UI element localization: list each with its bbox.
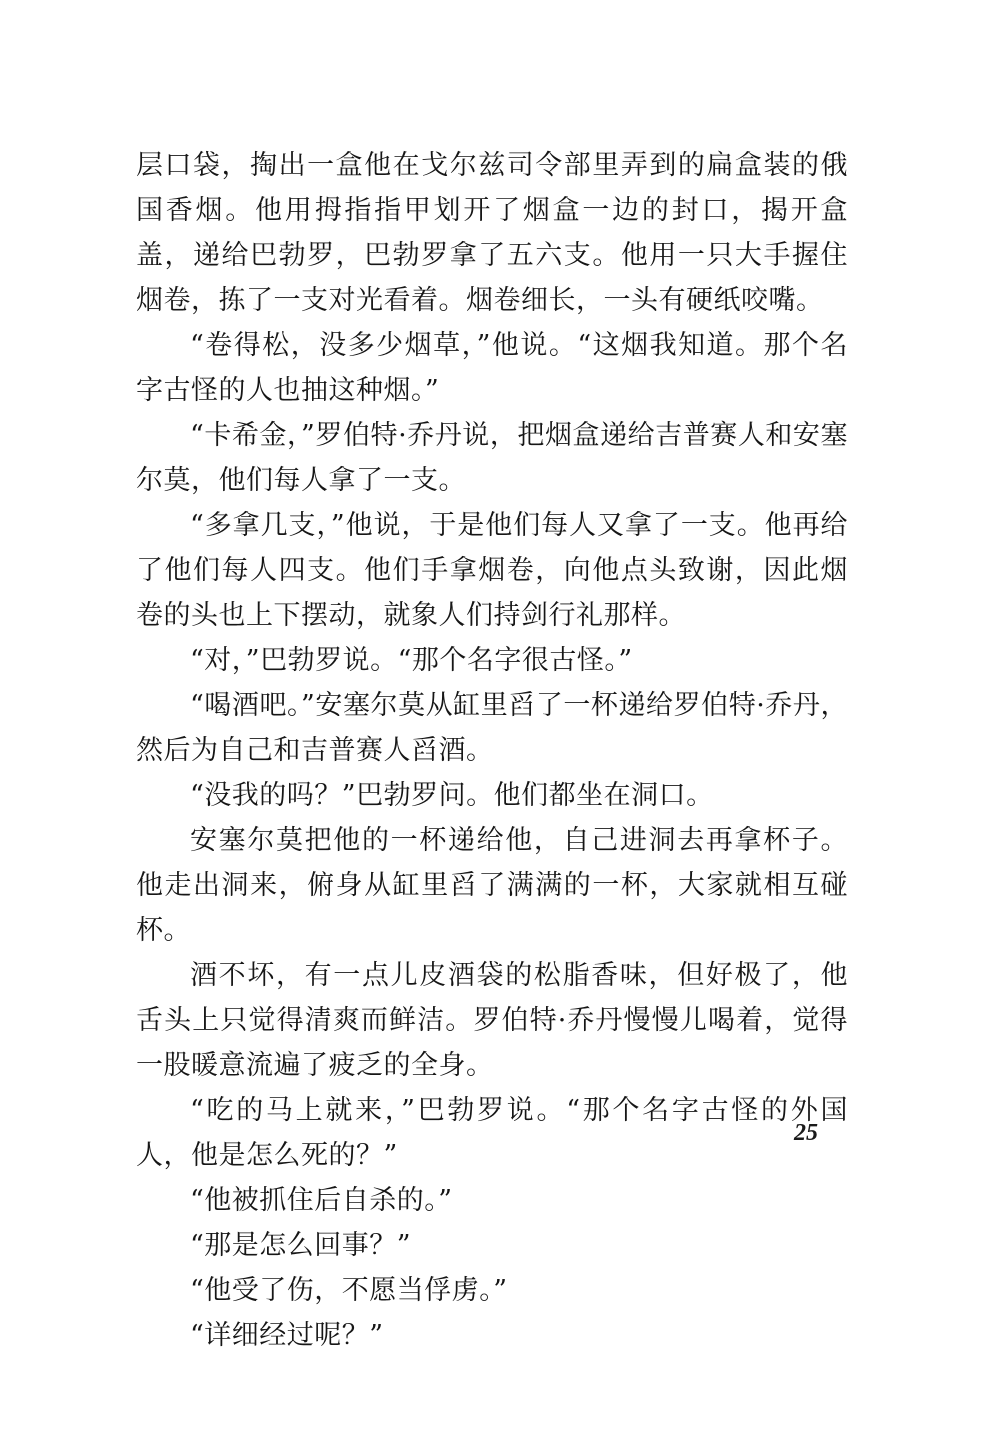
- paragraph: “多拿几支，”他说，于是他们每人又拿了一支。他再给了他们每人四支。他们手拿烟卷，向他点头致谢，因此烟卷的头也上下摆动，就象人们持剑行礼那样。: [136, 510, 848, 631]
- paragraph: “那是怎么回事？”: [190, 1230, 412, 1261]
- paragraph: “卡希金，”罗伯特·乔丹说，把烟盒递给吉普赛人和安塞尔莫，他们每人拿了一支。: [136, 420, 848, 496]
- paragraph: “详细经过呢？”: [190, 1320, 384, 1351]
- paragraph: “喝酒吧。”安塞尔莫从缸里舀了一杯递给罗伯特·乔丹，然后为自己和吉普赛人舀酒。: [136, 690, 848, 766]
- paragraph: “吃的马上就来，”巴勃罗说。“那个名字古怪的外国人，他是怎么死的？”: [136, 1095, 848, 1171]
- paragraph: 酒不坏，有一点儿皮酒袋的松脂香味，但好极了，他舌头上只觉得清爽而鲜洁。罗伯特·乔丹慢慢儿喝着，觉得一股暖意流遍了疲乏的全身。: [136, 960, 848, 1081]
- body-text: [136, 143, 848, 1358]
- paragraph: “他受了伤，不愿当俘虏。”: [190, 1275, 508, 1306]
- page-number: 25: [794, 1120, 818, 1146]
- paragraph: 层口袋，掏出一盒他在戈尔兹司令部里弄到的扁盒装的俄国香烟。他用拇指指甲划开了烟盒一边的封口，揭开盒盖，递给巴勃罗，巴勃罗拿了五六支。他用一只大手握住烟卷，拣了一支对光看着。烟卷细长，一头有硬纸咬嘴。: [136, 150, 848, 316]
- paragraph: “卷得松，没多少烟草，”他说。“这烟我知道。那个名字古怪的人也抽这种烟。”: [136, 330, 848, 406]
- paragraph: “他被抓住后自杀的。”: [190, 1185, 453, 1216]
- paragraph: “没我的吗？”巴勃罗问。他们都坐在洞口。: [190, 780, 714, 811]
- paragraph: “对，”巴勃罗说。“那个名字很古怪。”: [190, 645, 633, 676]
- paragraph: 安塞尔莫把他的一杯递给他，自己进洞去再拿杯子。他走出洞来，俯身从缸里舀了满满的一杯，大家就相互碰杯。: [136, 825, 848, 946]
